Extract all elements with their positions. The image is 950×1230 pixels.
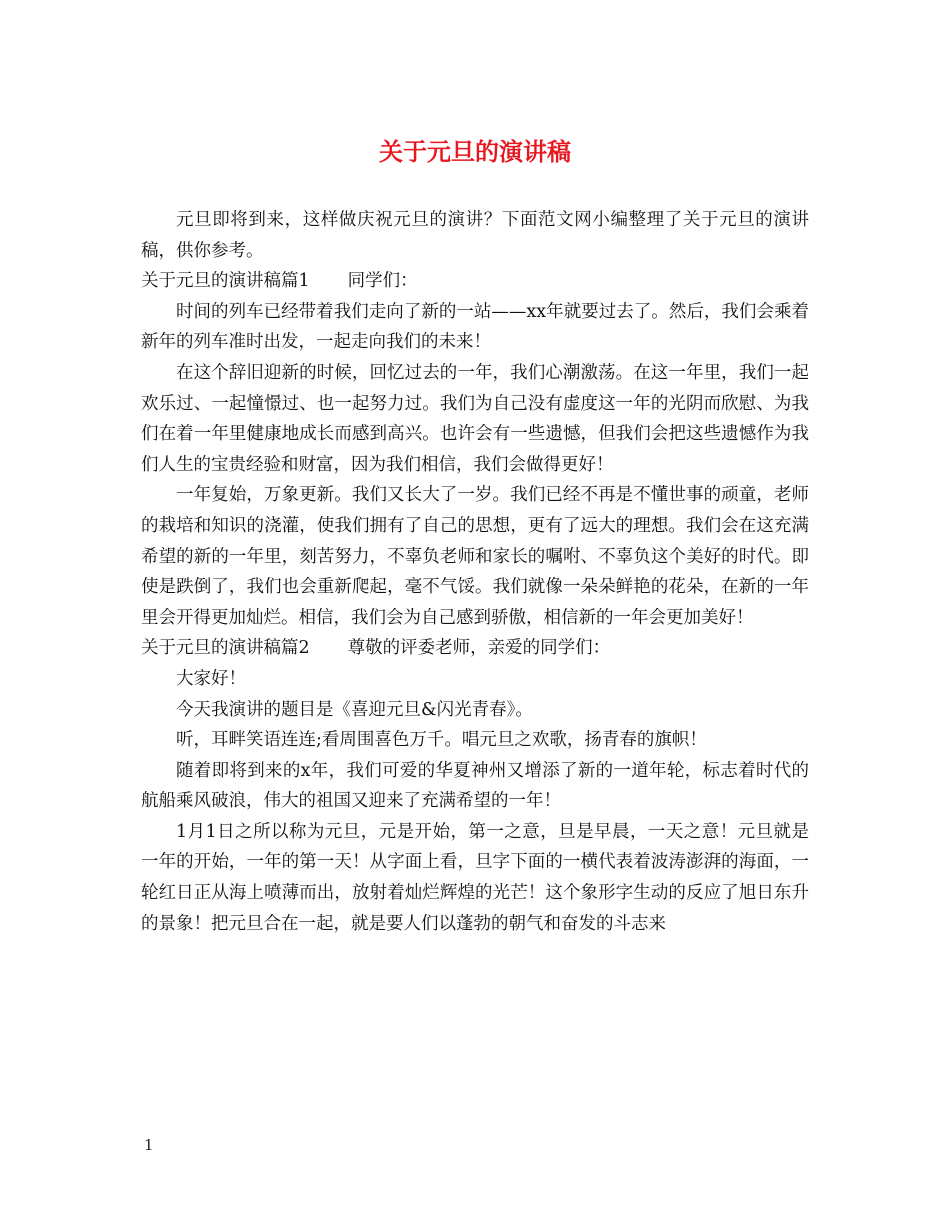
speech-2-paragraph: 1月1日之所以称为元旦，元是开始，第一之意，旦是早晨，一天之意！元旦就是一年的开始，一年的第一天！从字面上看，旦字下面的一横代表着波涛澎湃的海面，一轮红日正从海上喷薄而出，放射着灿烂辉煌的光芒！这个象形字生动的反应了旭日东升的景象！把元旦合在一起，就是要人们以蓬勃的朝气和奋发的斗志来 (141, 821, 809, 934)
speech-1-heading-line (141, 266, 809, 297)
speech-2-paragraph: 听，耳畔笑语连连;看周围喜色万千。唱元旦之欢歌，扬青春的旗帜！ (176, 730, 707, 751)
speech-2-paragraph: 大家好！ (176, 668, 246, 689)
speech-1-salutation: 同学们： (347, 271, 418, 292)
speech-2-paragraph: 今天我演讲的题目是《喜迎元旦&闪光青春》。 (176, 699, 533, 720)
speech-1-paragraph: 时间的列车已经带着我们走向了新的一站——xx年就要过去了。然后，我们会乘着新年的列车准时出发，一起走向我们的未来！ (141, 301, 809, 353)
document-body (141, 205, 809, 939)
page-number: 1 (144, 1136, 154, 1154)
speech-2-heading: 关于元旦的演讲稿篇2 (141, 638, 310, 659)
speech-2-paragraph: 随着即将到来的x年，我们可爱的华夏神州又增添了新的一道年轮，标志着时代的航船乘风破浪，伟大的祖国又迎来了充满希望的一年！ (141, 760, 809, 812)
speech-1-paragraph: 一年复始，万象更新。我们又长大了一岁。我们已经不再是不懂世事的顽童，老师的栽培和知识的浇灌，使我们拥有了自己的思想，更有了远大的理想。我们会在这充满希望的新的一年里，刻苦努力，不辜负老师和家长的嘱咐、不辜负这个美好的时代。即使是跌倒了，我们也会重新爬起，毫不气馁。我们就像一朵朵鲜艳的花朵，在新的一年里会开得更加灿烂。相信，我们会为自己感到骄傲，相信新的一年会更加美好！ (141, 485, 809, 628)
document-title: 关于元旦的演讲稿 (379, 137, 571, 166)
speech-2-salutation: 尊敬的评委老师，亲爱的同学们： (347, 638, 611, 659)
speech-1-heading: 关于元旦的演讲稿篇1 (141, 271, 310, 292)
intro-paragraph: 元旦即将到来，这样做庆祝元旦的演讲？下面范文网小编整理了关于元旦的演讲稿，供你参考。 (141, 210, 809, 261)
speech-1-paragraph: 在这个辞旧迎新的时候，回忆过去的一年，我们心潮激荡。在这一年里，我们一起欢乐过、一起憧憬过、也一起努力过。我们为自己没有虚度这一年的光阴而欣慰、为我们在着一年里健康地成长而感到高兴。也许会有一些遗憾，但我们会把这些遗憾作为我们人生的宝贵经验和财富，因为我们相信，我们会做得更好！ (141, 362, 809, 475)
speech-2-heading-line (141, 633, 809, 664)
